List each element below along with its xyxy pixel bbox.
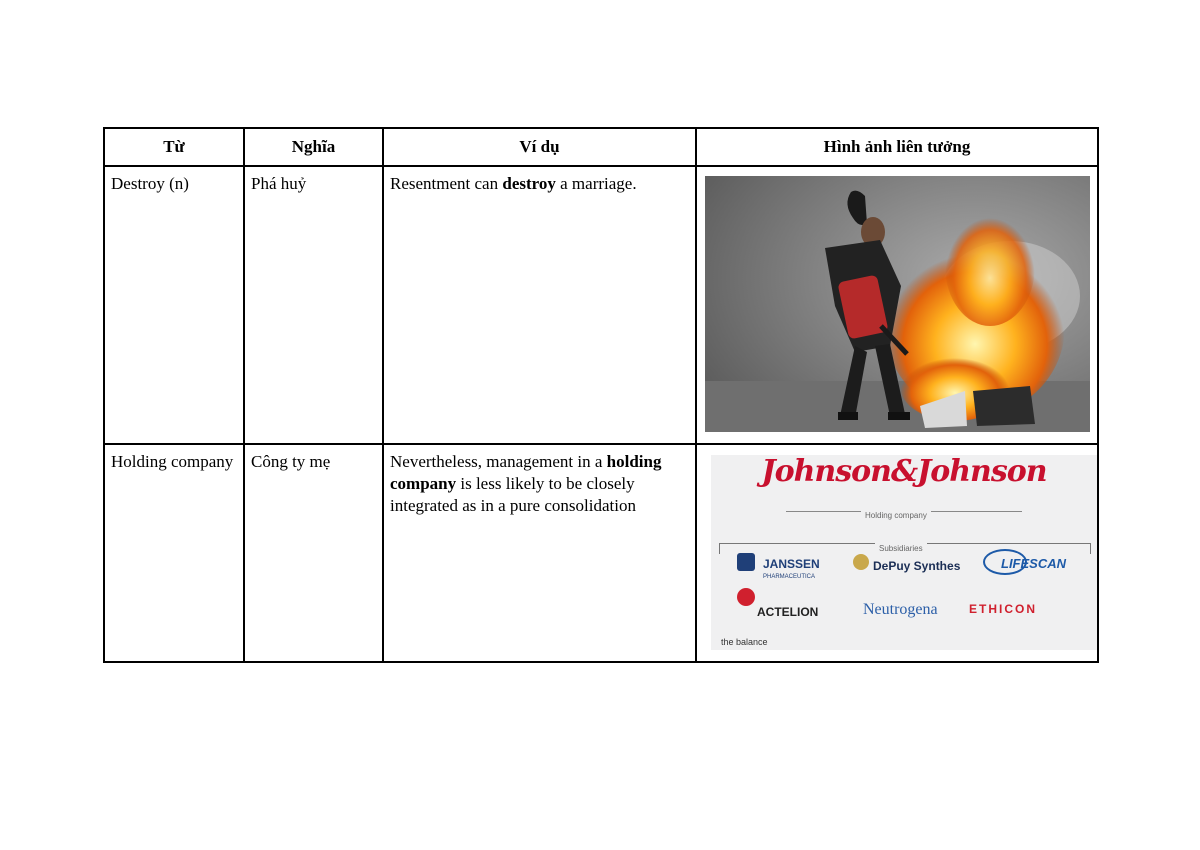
image-cell: [696, 444, 1098, 662]
ethicon-logo: ETHICON: [969, 602, 1037, 616]
johnson-johnson-logo: Johnson&Johnson: [761, 455, 1047, 489]
meaning-cell: Công ty mẹ: [244, 444, 383, 662]
word-cell: Destroy (n): [104, 166, 244, 444]
depuy-icon: [853, 554, 869, 570]
destroy-illustration: [705, 176, 1090, 432]
header-meaning: Nghĩa: [244, 128, 383, 166]
table-row: [104, 444, 1098, 662]
example-text: a marriage.: [555, 174, 637, 193]
example-text: is less likely to be closely integrated as in a pure consolidation: [390, 474, 636, 515]
example-text: Resentment can: [390, 174, 503, 193]
depuy-logo: DePuy Synthes: [873, 559, 961, 573]
table-row: [104, 166, 1098, 444]
credit-label: the balance: [721, 637, 768, 647]
image-cell: [696, 166, 1098, 444]
neutrogena-logo: Neutrogena: [863, 601, 938, 618]
example-cell: [383, 444, 696, 662]
janssen-icon: [737, 553, 755, 571]
actelion-logo: ACTELION: [757, 605, 819, 619]
word-cell: Holding company: [104, 444, 244, 662]
example-keyword: holding company: [390, 452, 662, 493]
header-word: Từ: [104, 128, 244, 166]
header-image: Hình ảnh liên tưởng: [696, 128, 1098, 166]
example-cell: [383, 166, 696, 444]
vocabulary-table: [103, 127, 1099, 663]
lifescan-logo: LIFESCAN: [1001, 556, 1066, 571]
header-row: [104, 128, 1098, 166]
holding-company-illustration: [711, 455, 1097, 650]
parent-label: Holding company: [861, 505, 931, 527]
subsidiaries-label: Subsidiaries: [875, 538, 927, 560]
example-text: Nevertheless, management in a: [390, 452, 607, 471]
meaning-cell: Phá huỷ: [244, 166, 383, 444]
header-example: Ví dụ: [383, 128, 696, 166]
janssen-logo: JANSSEN: [763, 557, 820, 571]
actelion-icon: [737, 588, 755, 606]
example-keyword: destroy: [502, 174, 556, 193]
janssen-subtitle: PHARMACEUTICA: [763, 574, 816, 580]
